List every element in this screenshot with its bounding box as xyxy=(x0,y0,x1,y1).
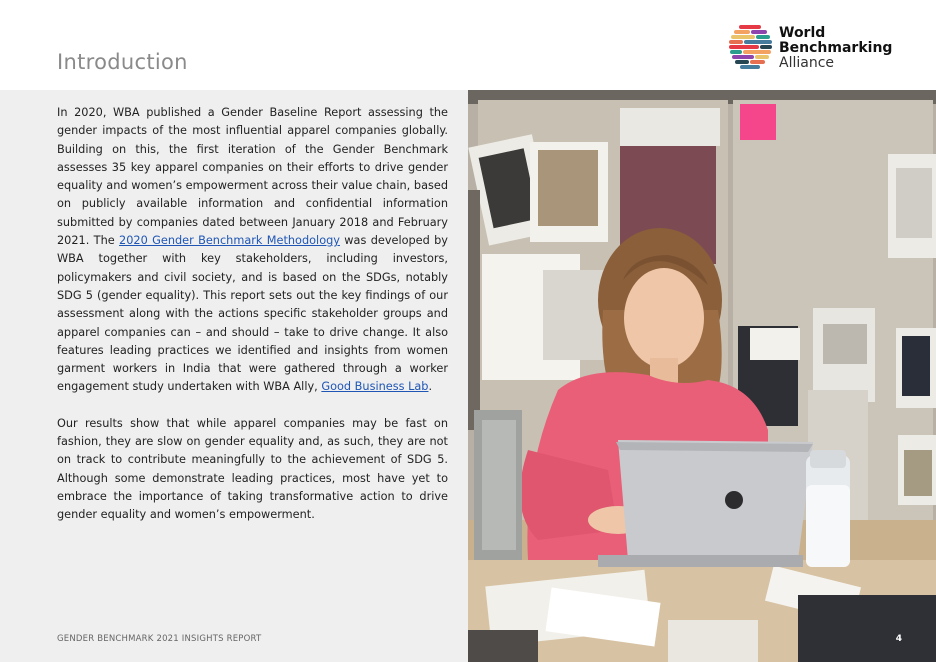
page-number: 4 xyxy=(895,634,902,644)
text-panel xyxy=(0,90,468,662)
report-footer-label: GENDER BENCHMARK 2021 INSIGHTS REPORT xyxy=(57,634,262,644)
logo-line-benchmarking: Benchmarking xyxy=(779,40,893,56)
wba-logo xyxy=(729,24,893,72)
logo-line-world: World xyxy=(779,25,826,41)
paragraph-1-part-c: . xyxy=(428,380,433,394)
woman-laptop-photo xyxy=(468,90,936,662)
page-header xyxy=(0,0,936,90)
wba-logo-mark-icon xyxy=(729,24,773,70)
page-title: Introduction xyxy=(57,50,188,74)
photo-illustration xyxy=(468,90,936,662)
paragraph-1-part-b: was developed by WBA together with key stakeholders, including investors, policymakers and civil society, and is based on the SDGs, notably SDG 5 (gender equality). This report sets out the key findings of our assessment along with the actions specific stakeholder groups and apparel companies can – and should – take to drive change. It also features leading practices we identified and insights from women garment workers in India that were gathered through a worker engagement study undertaken with WBA Ally, xyxy=(57,234,448,394)
methodology-link[interactable]: 2020 Gender Benchmark Methodology xyxy=(119,234,340,248)
body-text xyxy=(57,104,448,543)
paragraph-2: Our results show that while apparel companies may be fast on fashion, they are slow on gender equality and, as such, they are not on track to contribute meaningfully to the achievement of SDG 5. Although some demonstrate leading practices, most have yet to embrace the importance of taking transformative action to drive gender equality and women’s empowerment. xyxy=(57,416,448,522)
logo-line-alliance: Alliance xyxy=(779,55,835,71)
paragraph-1 xyxy=(57,104,448,397)
wba-logo-text xyxy=(779,26,892,71)
paragraph-1-part-a: In 2020, WBA published a Gender Baseline Report assessing the gender impacts of the most influential apparel companies globally. Building on this, the first iteration of the Gender Benchmark assesses 35 key apparel companies on their efforts to drive gender equality and women’s empowerment across their value chain, based on publicly available information and confidential information submitted by companies dated between January 2018 and February 2021. The xyxy=(57,106,448,248)
good-business-lab-link[interactable]: Good Business Lab xyxy=(321,380,429,394)
